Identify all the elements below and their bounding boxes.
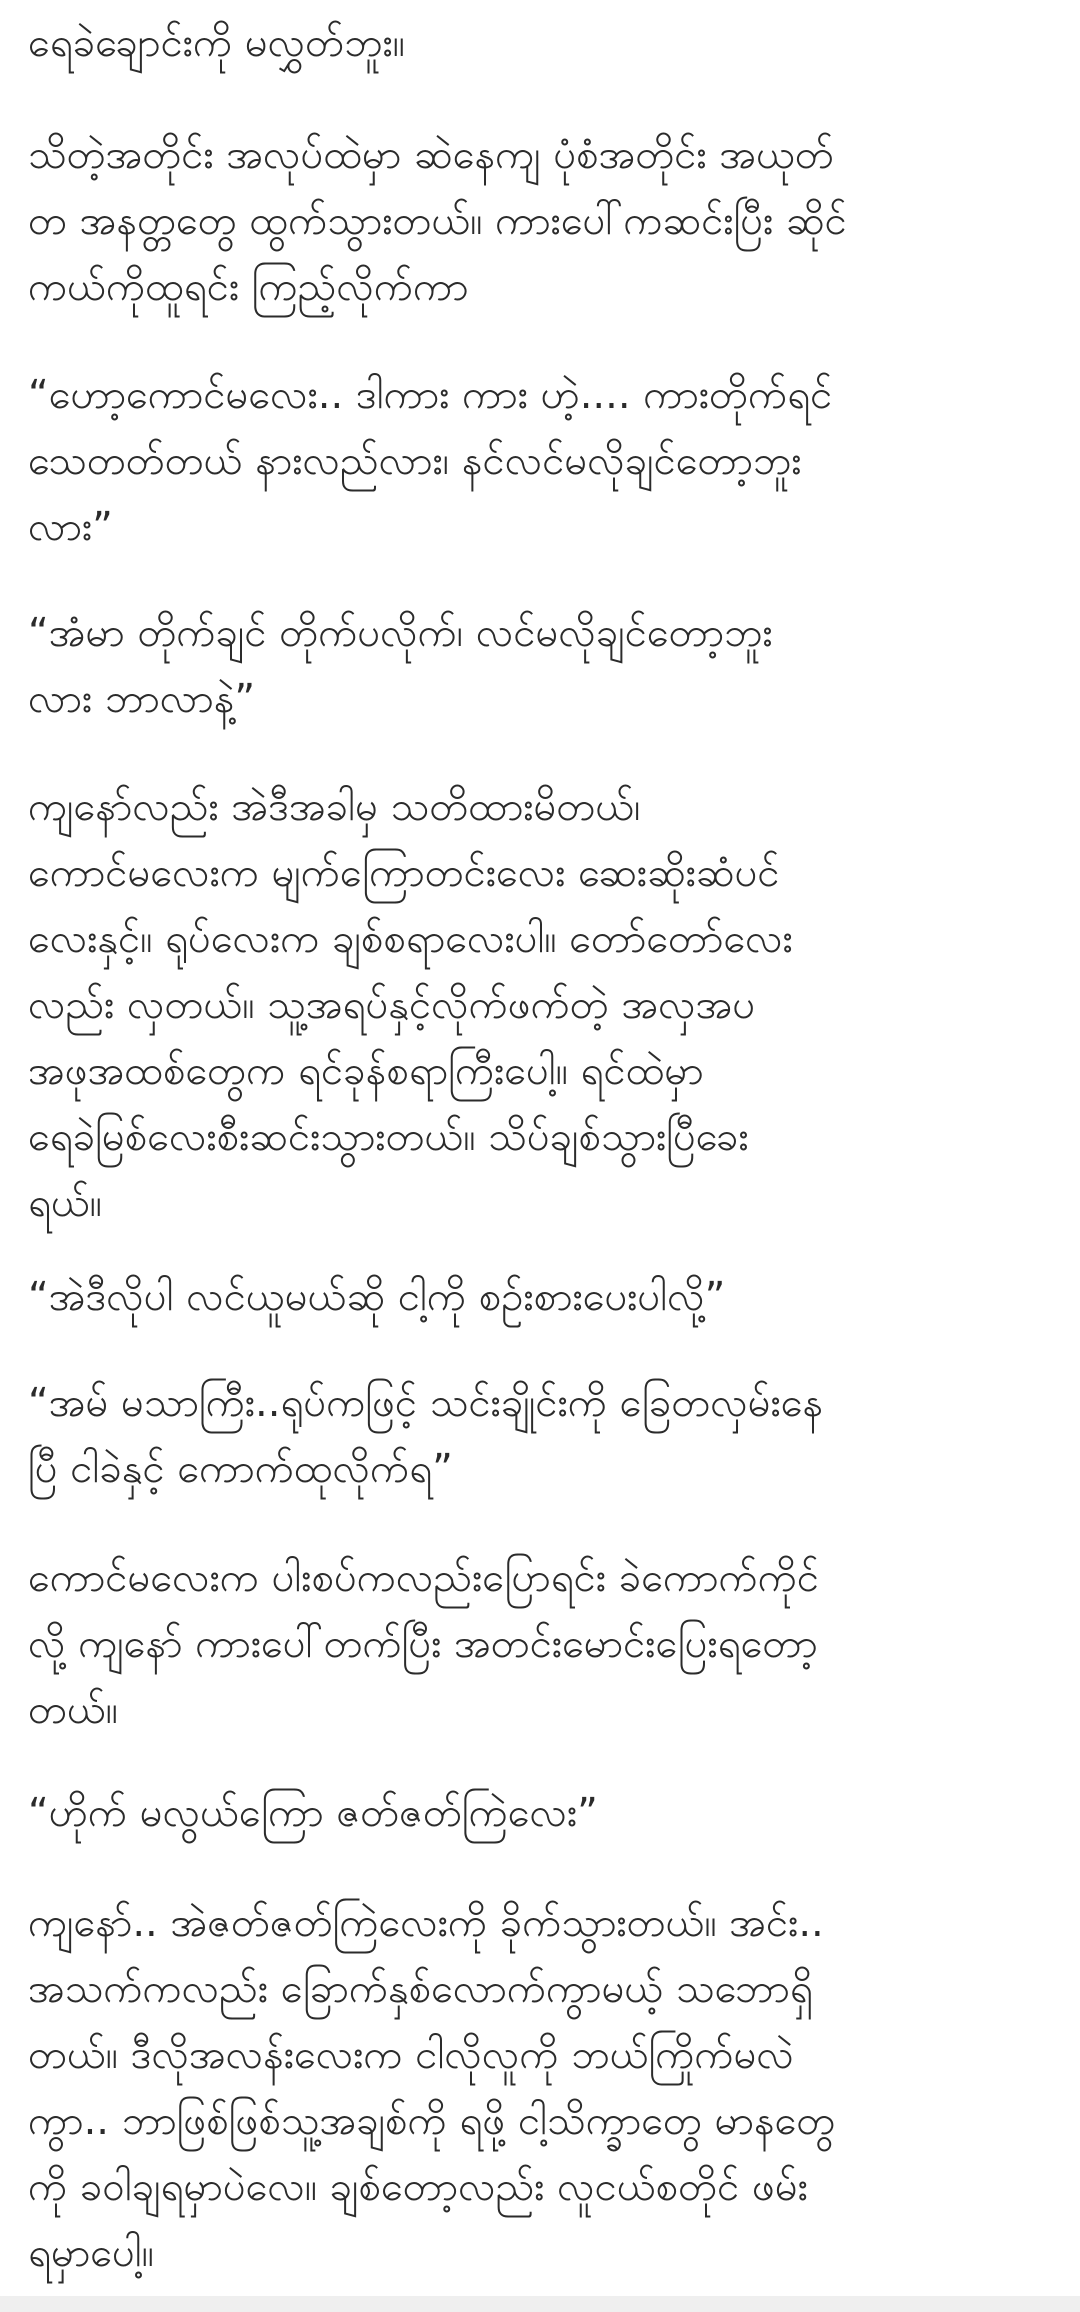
- article-body: [28, 0, 1052, 2296]
- text-line: တ အနတ္တတွေ ထွက်သွားတယ်။ ကားပေါ်ကဆင်းပြီး ဆိုင်: [28, 198, 847, 244]
- paragraph-2: [28, 122, 1052, 320]
- text-line: လား ဘာလာနဲ့”: [28, 676, 256, 722]
- text-line: ကို ခဝါချရမှာပဲလေ။ ချစ်တော့လည်း လူငယ်စတိုင် ဖမ်း: [28, 2164, 808, 2210]
- text-line: ကျနော်လည်း အဲဒီအခါမှ သတိထားမိတယ်၊: [28, 784, 641, 830]
- text-line: ကယ်ကိုထူရင်း ကြည့်လိုက်ကာ: [28, 264, 469, 310]
- bottom-divider: [0, 2296, 1080, 2312]
- text-line: ကောင်မလေးက မျက်ကြောတင်းလေး ဆေးဆိုးဆံပင်: [28, 850, 780, 896]
- text-line: အသက်ကလည်း ခြောက်နှစ်လောက်ကွာမယ့် သဘောရှိ: [28, 1966, 813, 2012]
- paragraph-6: [28, 1264, 1052, 1330]
- text-line: ရယ်။: [28, 1180, 102, 1226]
- text-line: သေတတ်တယ် နားလည်လား၊ နင်လင်မလိုချင်တော့ဘူး: [28, 438, 802, 484]
- paragraph-1: [28, 10, 1052, 76]
- text-line: လား”: [28, 504, 113, 550]
- text-line: ရေခဲချောင်းကို မလွှတ်ဘူး။: [28, 20, 405, 66]
- paragraph-10: [28, 1890, 1052, 2286]
- text-line: လို့ ကျနော် ကားပေါ်တက်ပြီး အတင်းမောင်းပြေးရတော့: [28, 1621, 818, 1667]
- text-line: ကောင်မလေးက ပါးစပ်ကလည်းပြောရင်း ခဲကောက်ကိုင်: [28, 1555, 820, 1601]
- text-line: “အဲဒီလိုပါ လင်ယူမယ်ဆို ငါ့ကို စဉ်းစားပေးပါလို့”: [28, 1274, 726, 1320]
- text-line: သိတဲ့အတိုင်း အလုပ်ထဲမှာ ဆဲနေကျ ပုံစံအတိုင်း အယုတ်: [28, 132, 834, 178]
- text-line: တယ်။ ဒီလိုအလန်းလေးက ငါလိုလူကို ဘယ်ကြိုက်မလဲ: [28, 2032, 794, 2078]
- text-line: ကျနော်.. အဲဇတ်ဇတ်ကြဲလေးကို ခိုက်သွားတယ်။ အင်း..: [28, 1900, 824, 1946]
- text-line: ပြီ ငါခဲနှင့် ကောက်ထုလိုက်ရ”: [28, 1446, 453, 1492]
- text-line: “ဟော့ကောင်မလေး.. ဒါကား ကား ဟဲ့.... ကားတိုက်ရင်: [28, 372, 833, 418]
- paragraph-7: [28, 1370, 1052, 1502]
- paragraph-9: [28, 1780, 1052, 1846]
- text-line: ကွာ.. ဘာဖြစ်ဖြစ်သူ့အချစ်ကို ရဖို့ ငါ့သိက္ခာတွေ မာနတွေ: [28, 2098, 836, 2144]
- paragraph-8: [28, 1545, 1052, 1743]
- text-line: လေးနှင့်။ ရုပ်လေးက ချစ်စရာလေးပါ။ တော်တော်လေး: [28, 916, 793, 962]
- text-line: အဖုအထစ်တွေက ရင်ခုန်စရာကြီးပေါ့။ ရင်ထဲမှာ: [28, 1048, 704, 1094]
- paragraph-4: [28, 600, 1052, 732]
- text-line: ရေခဲမြစ်လေးစီးဆင်းသွားတယ်။ သိပ်ချစ်သွားပြီခေး: [28, 1114, 749, 1160]
- text-line: ရမှာပေါ့။: [28, 2230, 154, 2276]
- text-line: “ဟိုက် မလွယ်ကြော ဇတ်ဇတ်ကြဲလေး”: [28, 1790, 598, 1836]
- paragraph-5: [28, 774, 1052, 1236]
- text-line: “အမ် မသာကြီး..ရုပ်ကဖြင့် သင်းချိုင်းကို ခြေတလှမ်းနေ: [28, 1380, 824, 1426]
- paragraph-3: [28, 362, 1052, 560]
- text-line: တယ်။: [28, 1687, 118, 1733]
- text-line: လည်း လှတယ်။ သူ့အရပ်နှင့်လိုက်ဖက်တဲ့ အလှအပ: [28, 982, 756, 1028]
- text-line: “အံမာ တိုက်ချင် တိုက်ပလိုက်၊ လင်မလိုချင်တော့ဘူး: [28, 610, 773, 656]
